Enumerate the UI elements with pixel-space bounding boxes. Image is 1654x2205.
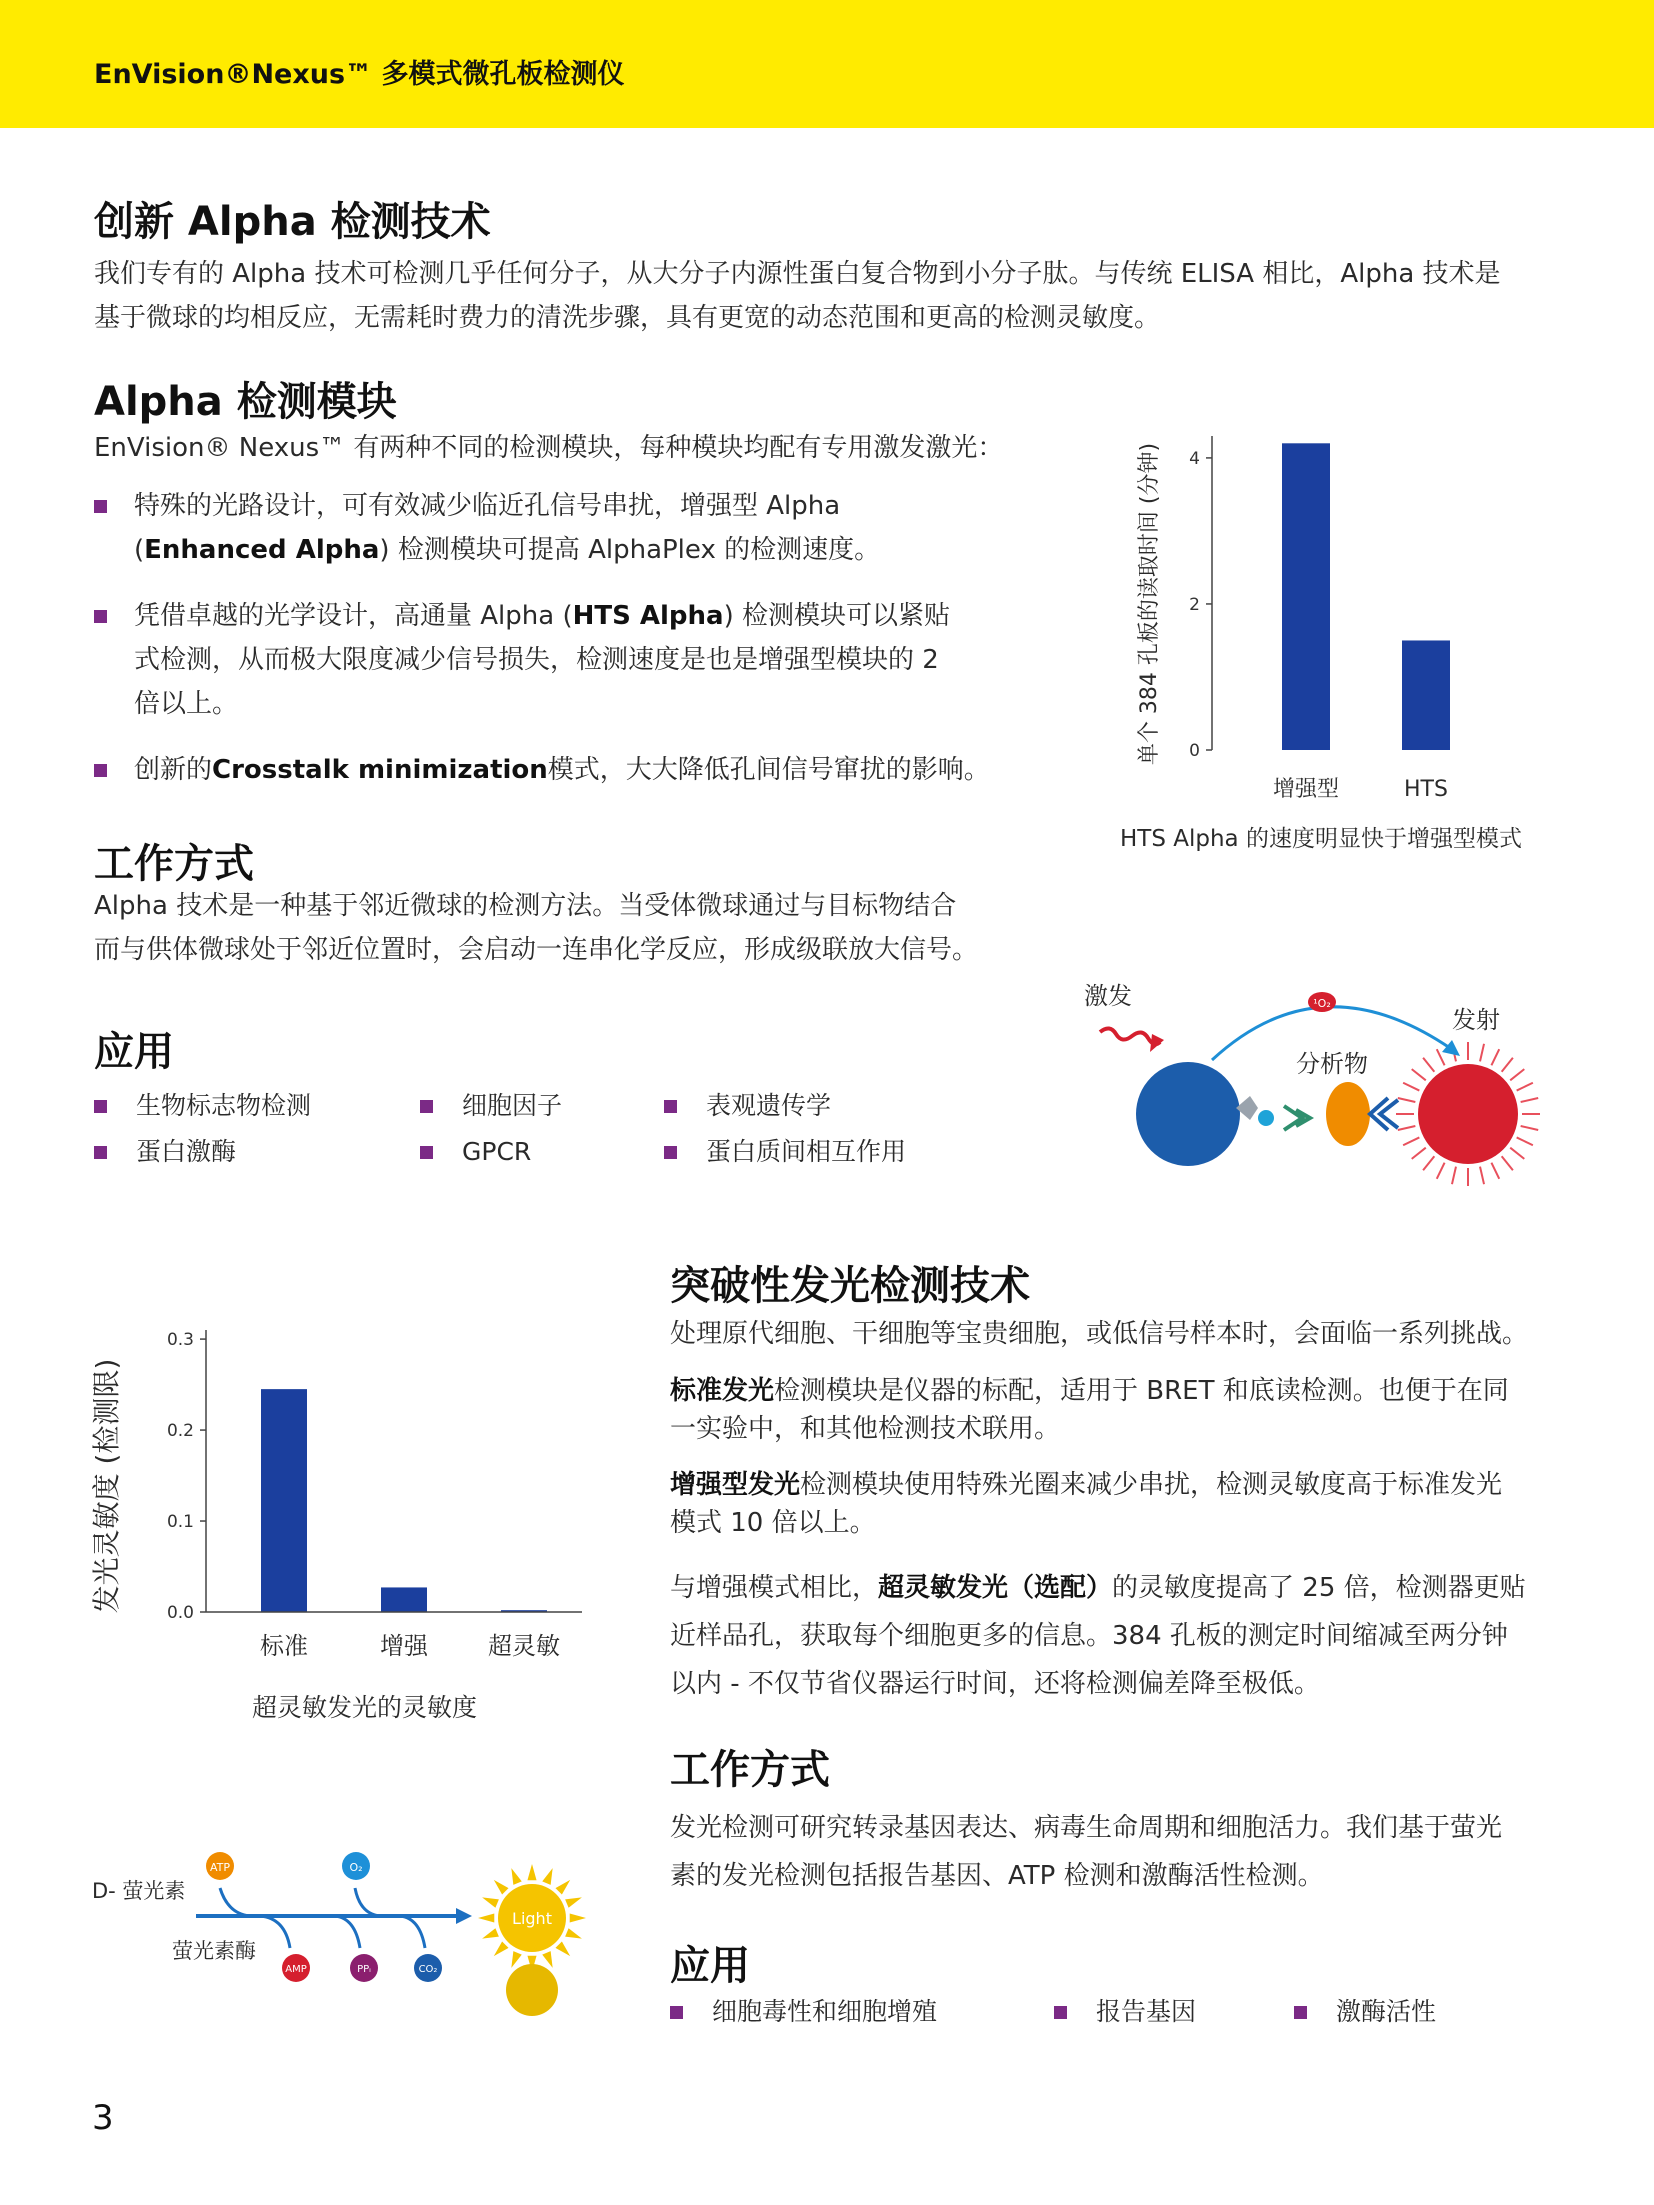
bullet-item bbox=[94, 484, 1034, 572]
document-title: EnVision®Nexus™ 多模式微孔板检测仪 bbox=[94, 59, 625, 90]
bar bbox=[381, 1587, 427, 1612]
ray-line bbox=[1412, 1069, 1426, 1080]
ray-line bbox=[1423, 1058, 1434, 1072]
bullet-marker bbox=[94, 500, 107, 513]
sun-ray bbox=[482, 1897, 499, 1907]
chart-sensitivity bbox=[80, 1310, 600, 1670]
x-category-label: 增强 bbox=[380, 1632, 428, 1660]
section-title-how-it-works: 工作方式 bbox=[94, 841, 254, 887]
bold-text: 超灵敏发光（选配） bbox=[878, 1573, 1113, 1603]
acceptor-antibody-icon bbox=[1370, 1098, 1398, 1130]
ray-line bbox=[1491, 1049, 1499, 1065]
o2-label: O₂ bbox=[349, 1861, 363, 1874]
text-line bbox=[670, 1466, 1570, 1504]
text-line: 基于微球的均相反应，无需耗时费力的清洗步骤，具有更宽的动态范围和更高的检测灵敏度。 bbox=[94, 303, 1161, 333]
ray-line bbox=[1412, 1148, 1426, 1159]
text: ) 检测模块可提高 AlphaPlex 的检测速度。 bbox=[379, 535, 881, 565]
y-tick-label: 0.2 bbox=[166, 1421, 194, 1442]
ray-line bbox=[1403, 1137, 1419, 1145]
atp-label: ATP bbox=[209, 1861, 231, 1874]
sun-ray bbox=[494, 1880, 509, 1895]
ray-line bbox=[1502, 1156, 1513, 1170]
acceptor-bead-icon bbox=[1418, 1064, 1518, 1164]
sun-ray bbox=[511, 1951, 521, 1968]
text-line: Alpha 技术是一种基于邻近微球的检测方法。当受体微球通过与目标物结合 bbox=[94, 891, 957, 921]
ppi-label: PPᵢ bbox=[357, 1964, 371, 1975]
analyte-icon bbox=[1326, 1082, 1370, 1146]
bullet-marker bbox=[94, 1146, 107, 1159]
text-line: 近样品孔，获取每个细胞更多的信息。384 孔板的测定时间缩减至两分钟 bbox=[670, 1621, 1508, 1651]
y-axis-label: 发光灵敏度 (检测限) bbox=[90, 1358, 123, 1614]
arrow-head-icon bbox=[456, 1908, 472, 1924]
analyte-label: 分析物 bbox=[1296, 1050, 1368, 1078]
sun-ray bbox=[570, 1913, 586, 1922]
paragraph bbox=[670, 1466, 1570, 1542]
sun-ray bbox=[542, 1951, 552, 1968]
section-title-alpha-module: Alpha 检测模块 bbox=[94, 379, 397, 425]
text: 蛋白激酶 bbox=[136, 1137, 237, 1166]
text-line: 我们专有的 Alpha 技术可检测几乎任何分子，从大分子内源性蛋白复合物到小分子肽。与传统 ELISA 相比，Alpha 技术是 bbox=[94, 259, 1501, 289]
text-line bbox=[134, 528, 1034, 572]
ray-line bbox=[1437, 1163, 1445, 1179]
sun-ray bbox=[511, 1868, 521, 1885]
text: 与增强模式相比， bbox=[670, 1573, 879, 1603]
ray-line bbox=[1423, 1156, 1434, 1170]
bar bbox=[1282, 443, 1330, 750]
y-axis-label: 单个 384 孔板的读取时间 (分钟) bbox=[1137, 442, 1162, 766]
co2-output-arrow-icon bbox=[400, 1916, 425, 1948]
y-tick-label: 2 bbox=[1189, 594, 1200, 615]
text-line: 以内 - 不仅节省仪器运行时间，还将检测偏差降至极低。 bbox=[670, 1669, 1320, 1699]
o2-input-arrow-icon bbox=[355, 1888, 380, 1916]
text-line: 模式 10 倍以上。 bbox=[670, 1508, 876, 1538]
y-tick-label: 0.3 bbox=[166, 1330, 194, 1351]
sun-ray bbox=[542, 1868, 552, 1885]
y-tick-label: 0.0 bbox=[166, 1603, 194, 1623]
ray-line bbox=[1398, 1126, 1416, 1130]
text: 创新的 bbox=[134, 755, 213, 785]
ray-line bbox=[1398, 1098, 1416, 1102]
text-line: 一实验中，和其他检测技术联用。 bbox=[670, 1414, 1061, 1444]
application-item bbox=[664, 1090, 831, 1122]
paragraph bbox=[94, 252, 1574, 340]
bullet-marker bbox=[420, 1146, 433, 1159]
bullet-marker bbox=[670, 2006, 683, 2019]
application-item bbox=[1054, 1996, 1196, 2028]
singlet-oxygen-label: ¹O₂ bbox=[1313, 997, 1331, 1010]
bullet-marker bbox=[94, 1100, 107, 1113]
sun-ray bbox=[555, 1880, 570, 1895]
bullet-marker bbox=[94, 764, 107, 777]
application-item bbox=[670, 1996, 937, 2028]
y-tick-label: 4 bbox=[1189, 448, 1200, 469]
atp-input-arrow-icon bbox=[220, 1888, 250, 1916]
text: 激酶活性 bbox=[1336, 1997, 1437, 2026]
ray-line bbox=[1517, 1137, 1533, 1145]
text: 报告基因 bbox=[1096, 1997, 1197, 2026]
text: 检测模块使用特殊光圈来减少串扰，检测灵敏度高于标准发光 bbox=[800, 1470, 1503, 1500]
text-line bbox=[134, 748, 1094, 792]
emit-label: 发射 bbox=[1452, 1006, 1500, 1034]
bar bbox=[1402, 640, 1450, 750]
ray-line bbox=[1491, 1163, 1499, 1179]
alpha-mechanism-diagram bbox=[1070, 970, 1590, 1200]
biotin-icon bbox=[1258, 1110, 1274, 1126]
section-title-luminescence: 突破性发光检测技术 bbox=[670, 1263, 1030, 1309]
text-line: 发光检测可研究转录基因表达、病毒生命周期和细胞活力。我们基于萤光 bbox=[670, 1813, 1503, 1843]
text-line bbox=[134, 594, 1034, 638]
excitation-wave-icon bbox=[1100, 1028, 1160, 1044]
text: ( bbox=[134, 535, 145, 565]
text-line: 特殊的光路设计，可有效减少临近孔信号串扰，增强型 Alpha bbox=[134, 491, 841, 521]
ppi-output-arrow-icon bbox=[335, 1916, 360, 1948]
y-tick-label: 0.1 bbox=[166, 1512, 194, 1533]
sun-ray bbox=[494, 1941, 509, 1956]
bullet-item bbox=[94, 594, 1034, 726]
bullet-marker bbox=[420, 1100, 433, 1113]
text-line bbox=[670, 1372, 1570, 1410]
bold-text: Crosstalk minimization bbox=[212, 755, 548, 785]
light-bulb-icon bbox=[506, 1964, 558, 2016]
excite-label: 激发 bbox=[1084, 982, 1132, 1010]
paragraph: 处理原代细胞、干细胞等宝贵细胞，或低信号样本时，会面临一系列挑战。 bbox=[670, 1319, 1529, 1349]
bold-text: Enhanced Alpha bbox=[144, 535, 380, 565]
sun-ray bbox=[478, 1913, 494, 1922]
application-item bbox=[94, 1090, 311, 1122]
bullet-item bbox=[94, 748, 1094, 792]
intro-text: EnVision® Nexus™ 有两种不同的检测模块，每种模块均配有专用激发激光： bbox=[94, 433, 1004, 463]
amp-label: AMP bbox=[285, 1964, 307, 1975]
ray-line bbox=[1480, 1044, 1484, 1062]
section-title-how-it-works-2: 工作方式 bbox=[670, 1747, 830, 1793]
ray-line bbox=[1521, 1126, 1539, 1130]
text: GPCR bbox=[462, 1137, 532, 1166]
paragraph bbox=[670, 1372, 1570, 1448]
application-item bbox=[420, 1136, 531, 1168]
bullet-marker bbox=[664, 1100, 677, 1113]
text: 检测模块是仪器的标配，适用于 BRET 和底读检测。也便于在同 bbox=[774, 1376, 1509, 1406]
text: 生物标志物检测 bbox=[136, 1091, 312, 1120]
sun-ray bbox=[565, 1897, 582, 1907]
bullet-marker bbox=[664, 1146, 677, 1159]
paragraph bbox=[670, 1804, 1570, 1900]
arrow-head-icon bbox=[1150, 1034, 1164, 1052]
donor-bead-icon bbox=[1136, 1062, 1240, 1166]
d-luciferin-label: D- 萤光素 bbox=[92, 1879, 186, 1903]
light-label: Light bbox=[512, 1909, 552, 1928]
luciferase-reaction-diagram bbox=[80, 1840, 600, 2040]
bold-text: 标准发光 bbox=[670, 1376, 775, 1406]
chart-caption: 超灵敏发光的灵敏度 bbox=[252, 1693, 478, 1722]
amp-output-arrow-icon bbox=[260, 1916, 290, 1948]
sun-ray bbox=[555, 1941, 570, 1956]
bold-text: 增强型发光 bbox=[670, 1470, 801, 1500]
text-line: 倍以上。 bbox=[134, 689, 239, 719]
application-item bbox=[664, 1136, 906, 1168]
ray-line bbox=[1480, 1167, 1484, 1185]
text: 细胞毒性和细胞增殖 bbox=[712, 1997, 938, 2026]
co2-label: CO₂ bbox=[418, 1964, 438, 1975]
text: 表观遗传学 bbox=[706, 1091, 832, 1120]
sun-ray bbox=[482, 1928, 499, 1938]
text: 的灵敏度提高了 25 倍，检测器更贴 bbox=[1112, 1573, 1526, 1603]
sun-ray bbox=[565, 1928, 582, 1938]
section-title-alpha-tech: 创新 Alpha 检测技术 bbox=[94, 199, 491, 245]
x-category-label: HTS bbox=[1404, 777, 1448, 802]
bullet-marker bbox=[1054, 2006, 1067, 2019]
text-line: 而与供体微球处于邻近位置时，会启动一连串化学反应，形成级联放大信号。 bbox=[94, 935, 979, 965]
ray-line bbox=[1502, 1058, 1513, 1072]
application-item bbox=[94, 1136, 236, 1168]
paragraph bbox=[94, 884, 1054, 972]
arrow-head-icon bbox=[1442, 1040, 1460, 1056]
ray-line bbox=[1510, 1069, 1524, 1080]
ray-line bbox=[1517, 1083, 1533, 1091]
bullet-marker bbox=[94, 610, 107, 623]
capture-antibody-icon bbox=[1284, 1106, 1310, 1130]
bold-text: HTS Alpha bbox=[572, 601, 724, 631]
section-title-applications-2: 应用 bbox=[670, 1943, 750, 1989]
text: 凭借卓越的光学设计，高通量 Alpha ( bbox=[134, 601, 573, 631]
text: 细胞因子 bbox=[462, 1091, 563, 1120]
chart-read-time bbox=[1120, 418, 1620, 818]
sun-ray bbox=[527, 1864, 536, 1880]
page-number: 3 bbox=[92, 2098, 114, 2138]
ray-line bbox=[1521, 1098, 1539, 1102]
text: 蛋白质间相互作用 bbox=[706, 1137, 907, 1166]
ray-line bbox=[1403, 1083, 1419, 1091]
x-category-label: 增强型 bbox=[1272, 777, 1340, 802]
paragraph bbox=[670, 1564, 1570, 1708]
text-line bbox=[670, 1564, 1570, 1612]
y-tick-label: 0 bbox=[1189, 741, 1200, 761]
chart-caption: HTS Alpha 的速度明显快于增强型模式 bbox=[1120, 826, 1522, 852]
text-line: 式检测，从而极大限度减少信号损失，检测速度是也是增强型模块的 2 bbox=[134, 645, 939, 675]
text-line: 素的发光检测包括报告基因、ATP 检测和激酶活性检测。 bbox=[670, 1861, 1324, 1891]
x-category-label: 超灵敏 bbox=[488, 1632, 560, 1660]
application-item bbox=[420, 1090, 562, 1122]
text: ) 检测模块可以紧贴 bbox=[723, 601, 951, 631]
ray-line bbox=[1510, 1148, 1524, 1159]
bar bbox=[261, 1389, 307, 1612]
bullet-marker bbox=[1294, 2006, 1307, 2019]
luciferase-label: 萤光素酶 bbox=[172, 1939, 256, 1963]
text: 模式，大大降低孔间信号窜扰的影响。 bbox=[547, 755, 990, 785]
section-title-applications: 应用 bbox=[94, 1029, 174, 1075]
application-item bbox=[1294, 1996, 1436, 2028]
ray-line bbox=[1452, 1167, 1456, 1185]
x-category-label: 标准 bbox=[260, 1632, 308, 1660]
